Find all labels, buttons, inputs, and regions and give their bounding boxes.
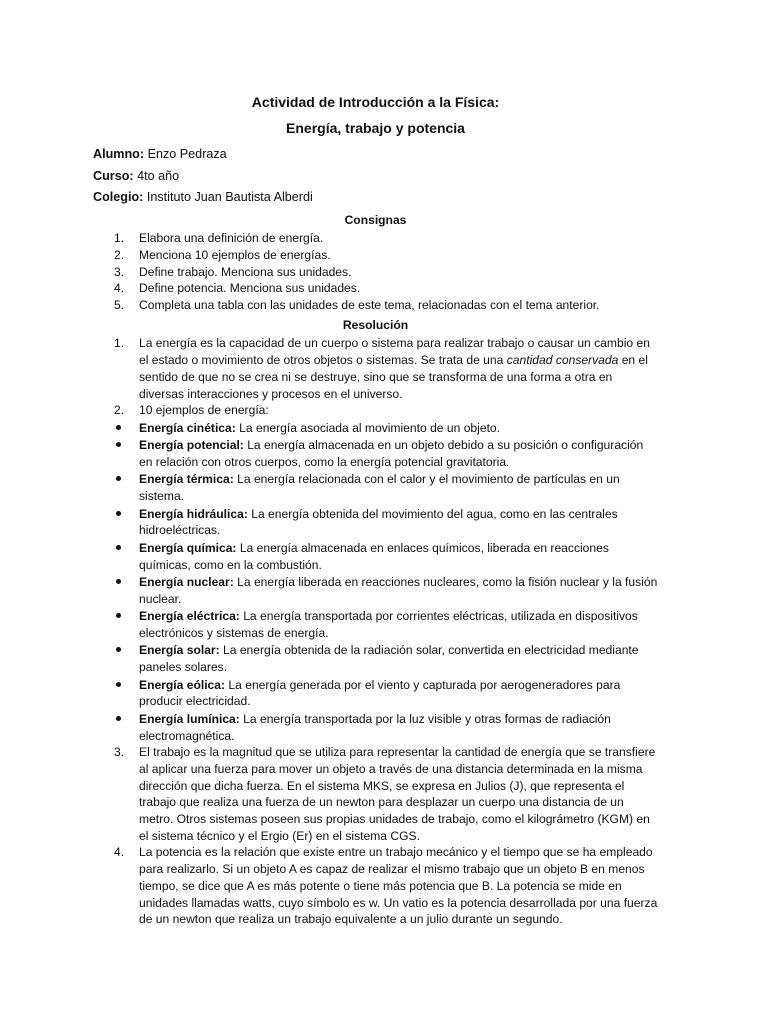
- res4-text: La potencia es la relación que existe entre un trabajo mecánico y el tiempo que se ha empleado para realizarlo. Si un objeto A es capaz de realizar el mismo trabajo que un objeto B en menos tiempo, se dice que A es más potente o tiene más potencia que B. La potencia se mide en unidades llamadas watts, cuyo símbolo es w. Un vatio es la potencia desarrollada por una fuerza de un newton que realiza un trabajo equivalente a un julio durante un segundo.: [139, 845, 658, 927]
- item-number: 4.: [114, 845, 125, 860]
- energy-desc: La energía relacionada con el calor y el movimiento de partículas en un sistema.: [139, 472, 620, 504]
- list-item: [93, 677, 658, 710]
- bullet-icon: [116, 579, 121, 584]
- item-number: 2.: [114, 403, 125, 418]
- info-value: 4to año: [133, 168, 180, 183]
- energy-name: Energía eólica:: [139, 677, 226, 692]
- energy-desc: La energía transportada por la luz visible y otras formas de radiación electromagnética.: [139, 711, 611, 743]
- energy-name: Energía térmica:: [139, 472, 234, 487]
- list-item: [93, 297, 658, 314]
- bullet-icon: [116, 613, 121, 618]
- item-text: Completa una tabla con las unidades de este tema, relacionadas con el tema anterior.: [139, 298, 600, 313]
- list-item: [93, 574, 658, 607]
- energy-name: Energía potencial:: [139, 438, 244, 453]
- item-text: Define trabajo. Menciona sus unidades.: [139, 264, 352, 279]
- list-item: [93, 437, 658, 470]
- item-number: 2.: [114, 247, 125, 262]
- info-label: Colegio:: [93, 190, 144, 204]
- info-colegio: [93, 187, 658, 209]
- bullet-icon: [116, 716, 121, 721]
- bullet-icon: [116, 545, 121, 550]
- resolution-item-1: [93, 335, 658, 402]
- list-item: [93, 608, 658, 641]
- bullet-icon: [116, 442, 121, 447]
- energy-name: Energía cinética:: [139, 420, 236, 435]
- resolution-item-4: [93, 844, 658, 928]
- info-curso: [93, 166, 658, 188]
- res1-text-a: La energía es la capacidad de un cuerpo o sistema para realizar trabajo o causar un cambio en el estado o movimiento de otros objetos o sistemas. Se trata de una: [139, 336, 650, 368]
- bullet-icon: [116, 682, 121, 687]
- list-item: [93, 506, 658, 539]
- bullet-icon: [116, 476, 121, 481]
- info-alumno: [93, 144, 658, 166]
- list-item: [93, 642, 658, 675]
- item-number: 1.: [114, 336, 125, 351]
- consignas-list: [93, 230, 658, 314]
- item-text: Menciona 10 ejemplos de energías.: [139, 247, 331, 262]
- energy-desc: La energía transportada por corrientes eléctricas, utilizada en dispositivos electrónicos y sistemas de energía.: [139, 609, 638, 640]
- item-number: 5.: [114, 298, 125, 313]
- energy-desc: La energía obtenida de la radiación solar, convertida en electricidad mediante paneles solares.: [139, 643, 639, 675]
- energy-desc: La energía asociada al movimiento de un objeto.: [235, 420, 501, 435]
- document-title-line2: Energía, trabajo y potencia: [286, 120, 465, 136]
- res2-text: 10 ejemplos de energía:: [139, 403, 269, 418]
- resolution-item-2: [93, 402, 658, 419]
- res3-text: El trabajo es la magnitud que se utiliza para representar la cantidad de energía que se transfiere al aplicar una fuerza para mover un objeto a través de una distancia determinada en la misma dirección que dicha fuerza. En el sistema MKS, se expresa en Julios (J), que representa el trabajo que realiza una fuerza de un newton para desplazar un cuerpo una distancia de un metro. Otros sistemas poseen sus propias unidades de trabajo, como el kilográmetro (KGM) en el sistema técnico y el Ergio (Er) en el sistema CGS.: [139, 745, 656, 843]
- document-title-line1: Actividad de Introducción a la Física:: [251, 94, 500, 110]
- energy-name: Energía química:: [139, 540, 237, 555]
- consignas-heading: Consignas: [344, 212, 407, 227]
- energy-desc: La energía generada por el viento y capturada por aerogeneradores para producir electricidad.: [139, 677, 621, 709]
- list-item: [93, 230, 658, 247]
- item-number: 3.: [114, 745, 125, 760]
- bullet-icon: [116, 647, 121, 652]
- energy-desc: La energía liberada en reacciones nucleares, como la fisión nuclear y la fusión nuclear.: [139, 575, 658, 606]
- bullet-icon: [116, 425, 121, 430]
- list-item: [93, 264, 658, 281]
- item-number: 3.: [114, 264, 125, 279]
- list-item: [93, 280, 658, 297]
- list-item: [93, 247, 658, 264]
- info-label: Curso:: [93, 168, 134, 183]
- list-item: [93, 420, 658, 437]
- energy-desc: La energía obtenida del movimiento del agua, como en las centrales hidroeléctricas.: [139, 506, 618, 538]
- list-item: [93, 540, 658, 573]
- student-info: [93, 144, 658, 209]
- energy-name: Energía lumínica:: [139, 711, 240, 726]
- bullet-icon: [116, 511, 121, 516]
- info-value: Instituto Juan Bautista Alberdi: [143, 190, 313, 204]
- resolucion-heading: Resolución: [342, 317, 409, 332]
- energy-examples-list: [93, 420, 658, 745]
- info-label: Alumno:: [93, 147, 145, 161]
- energy-name: Energía eléctrica:: [139, 609, 240, 624]
- list-item: [93, 471, 658, 504]
- energy-name: Energía solar:: [139, 643, 220, 658]
- resolution-item-3: [93, 744, 658, 844]
- item-number: 1.: [114, 231, 125, 246]
- energy-name: Energía nuclear:: [139, 575, 234, 590]
- item-text: Elabora una definición de energía.: [139, 231, 324, 246]
- energy-desc: La energía almacenada en enlaces químicos, liberada en reacciones químicas, como en la combustión.: [139, 540, 609, 572]
- item-number: 4.: [114, 281, 125, 296]
- res1-text-b: en el sentido de que no se crea ni se destruye, sino que se transforma de una forma a otra en diversas interacciones y procesos en el universo.: [139, 353, 648, 401]
- res1-italic: cantidad conservada: [506, 353, 619, 368]
- list-item: [93, 711, 658, 744]
- energy-desc: La energía almacenada en un objeto debido a su posición o configuración en relación con otros cuerpos, como la energía potencial gravitatoria.: [139, 438, 644, 469]
- item-text: Define potencia. Menciona sus unidades.: [139, 281, 361, 296]
- info-value: Enzo Pedraza: [144, 147, 227, 161]
- energy-name: Energía hidráulica:: [139, 506, 248, 521]
